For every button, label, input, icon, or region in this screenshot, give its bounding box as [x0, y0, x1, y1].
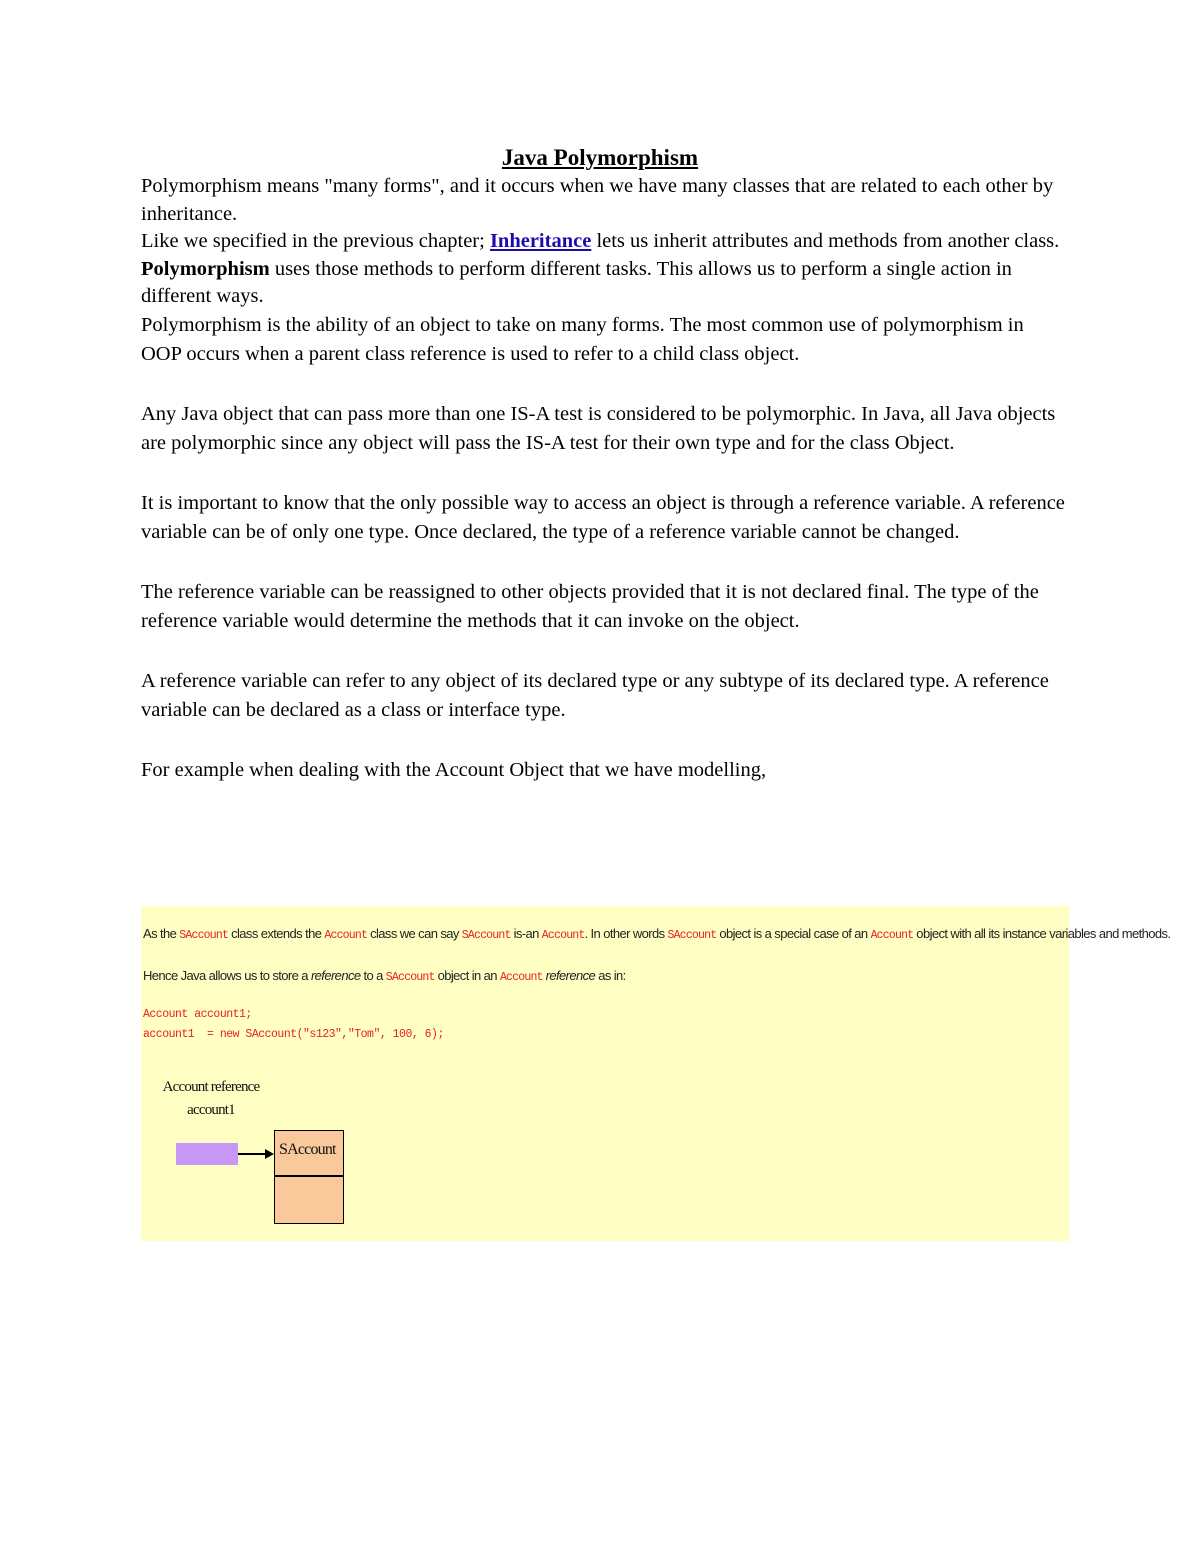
paragraph-definition: Polymorphism is the ability of an object to take on many forms. The most common use of polymorphism in OOP occurs when a parent class reference is used to refer to a child class object. — [141, 313, 1024, 365]
reference-variable-label: account1 — [187, 1102, 235, 1118]
inheritance-link[interactable]: Inheritance — [489, 230, 592, 252]
figure-hence-line: Hence Java allows us to store a reference to a SAccount object in an Account reference as in: — [143, 968, 626, 984]
object-label: SAccount — [279, 1141, 336, 1158]
paragraph-inheritance — [141, 228, 1066, 311]
paragraph-subtype: A reference variable can refer to any object of its declared type or any subtype of its declared type. A reference variable can be declared as a class or interface type. — [141, 669, 1049, 721]
text-span: Like we specified in the previous chapter; — [141, 230, 490, 252]
document-body — [141, 173, 1066, 785]
text-span: lets us inherit attributes and methods from another class. — [591, 230, 1060, 252]
code-line-declaration: Account account1; — [143, 1008, 252, 1021]
reference-arrow — [238, 1153, 266, 1155]
paragraph-reassign: The reference variable can be reassigned to other objects provided that it is not declared final. The type of the reference variable would determine the methods that it can invoke on the object. — [141, 580, 1039, 632]
saccount-object-box — [274, 1130, 344, 1224]
reference-box — [176, 1143, 238, 1165]
reference-label: Account reference — [162, 1079, 260, 1095]
code-line-assignment: account1 = new SAccount("s123","Tom", 100, 6); — [143, 1028, 444, 1041]
object-divider — [275, 1175, 343, 1177]
bold-term: Polymorphism — [141, 257, 270, 280]
arrow-head-icon — [265, 1149, 274, 1159]
paragraph-intro: Polymorphism means "many forms", and it occurs when we have many classes that are related to each other by inheritance. — [141, 175, 1054, 225]
figure-explanation-line: As the SAccount class extends the Account class we can say SAccount is-an Account. In other words SAccount object is a special case of an Account object with all its instance variables and methods. — [143, 926, 1171, 942]
account-reference-figure — [141, 906, 1171, 1241]
paragraph-reference-variable: It is important to know that the only possible way to access an object is through a reference variable. A reference variable can be of only one type. Once declared, the type of a reference variable cannot be changed. — [141, 491, 1065, 543]
paragraph-is-a-test: Any Java object that can pass more than one IS-A test is considered to be polymorphic. In Java, all Java objects are polymorphic since any object will pass the IS-A test for their own type and for the class Object. — [141, 402, 1056, 454]
text-span: uses those methods to perform different tasks. This allows us to perform a single action in different ways. — [141, 257, 1012, 307]
page-title: Java Polymorphism — [501, 145, 699, 170]
paragraph-example: For example when dealing with the Account Object that we have modelling, — [141, 758, 767, 781]
